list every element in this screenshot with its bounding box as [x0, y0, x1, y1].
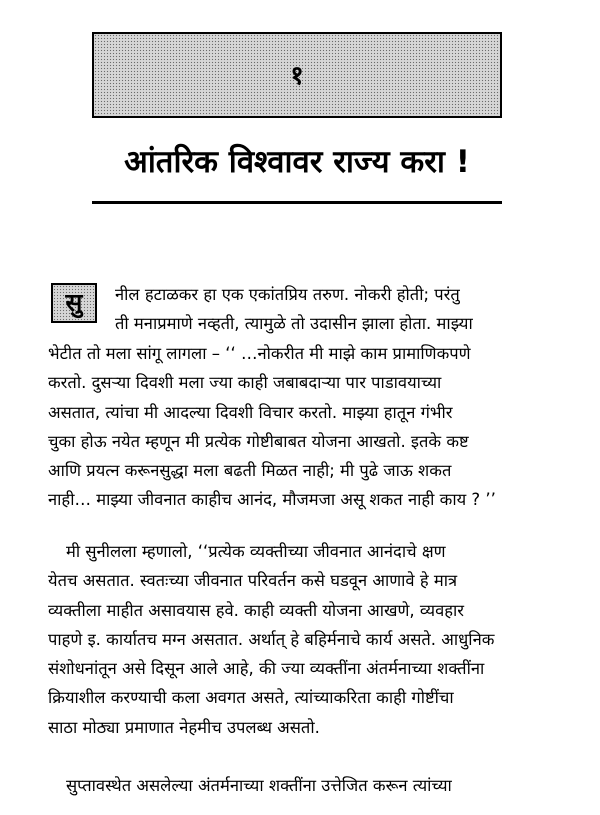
text-line: मी सुनीलला म्हणालो, ‘‘प्रत्येक व्यक्तीच्या जीवनात आनंदाचे क्षण — [66, 542, 446, 561]
chapter-number-band — [92, 32, 502, 118]
text-line: संशोधनांतून असे दिसून आले आहे, की ज्या व्यक्तींना अंतर्मनाच्या शक्तींना — [48, 659, 485, 679]
text-line: साठा मोठ्या प्रमाणात नेहमीच उपलब्ध असतो. — [48, 717, 320, 737]
text-line: पाहणे इ. कार्यातच मग्न असतात. अर्थात् हे बहिर्मनाचे कार्य असते. आधुनिक — [48, 629, 495, 649]
text-line: नील हटाळकर हा एक एकांतप्रिय तरुण. नोकरी होती; परंतु — [115, 285, 460, 304]
paragraph-2 — [48, 537, 575, 742]
text-line: असतात, त्यांचा मी आदल्या दिवशी विचार करतो. माझ्या हातून गंभीर — [48, 402, 453, 422]
text-line: सुप्तावस्थेत असलेल्या अंतर्मनाच्या शक्तींना उत्तेजित करून त्यांच्या — [66, 776, 452, 795]
text-line: व्यक्तीला माहीत असावयास हवे. काही व्यक्ती योजना आखणे, व्यवहार — [48, 600, 465, 620]
drop-cap: सु — [51, 283, 97, 323]
text-line: येतच असतात. स्वतःच्या जीवनात परिवर्तन कसे घडवून आणावे हे मात्र — [48, 571, 458, 591]
text-line: ती मनाप्रमाणे नव्हती, त्यामुळे तो उदासीन झाला होता. माझ्या — [115, 314, 473, 334]
text-line: करतो. दुसऱ्या दिवशी मला ज्या काही जबाबदाऱ्या पार पाडावयाच्या — [48, 373, 442, 393]
opening-lines — [115, 280, 575, 339]
paragraph-3 — [48, 771, 575, 800]
text-line: आणि प्रयत्न करूनसुद्धा मला बढती मिळत नाही; मी पुढे जाऊ शकत — [48, 461, 452, 481]
title-underline — [92, 201, 502, 204]
text-line: नाही… माझ्या जीवनात काहीच आनंद, मौजमजा असू शकत नाही काय ? ’’ — [48, 490, 496, 510]
text-line: भेटीत तो मला सांगू लागला – ‘‘ …नोकरीत मी माझे काम प्रामाणिकपणे — [48, 344, 471, 363]
paragraph-1 — [48, 339, 575, 515]
text-line: क्रियाशील करण्याची कला अवगत असते, त्यांच्याकरिता काही गोष्टींचा — [48, 688, 454, 708]
chapter-title: आंतरिक विश्वावर राज्य करा ! — [124, 144, 470, 180]
chapter-number: १ — [290, 61, 304, 91]
text-line: चुका होऊ नयेत म्हणून मी प्रत्येक गोष्टीबाबत योजना आखतो. इतके कष्ट — [48, 431, 469, 451]
